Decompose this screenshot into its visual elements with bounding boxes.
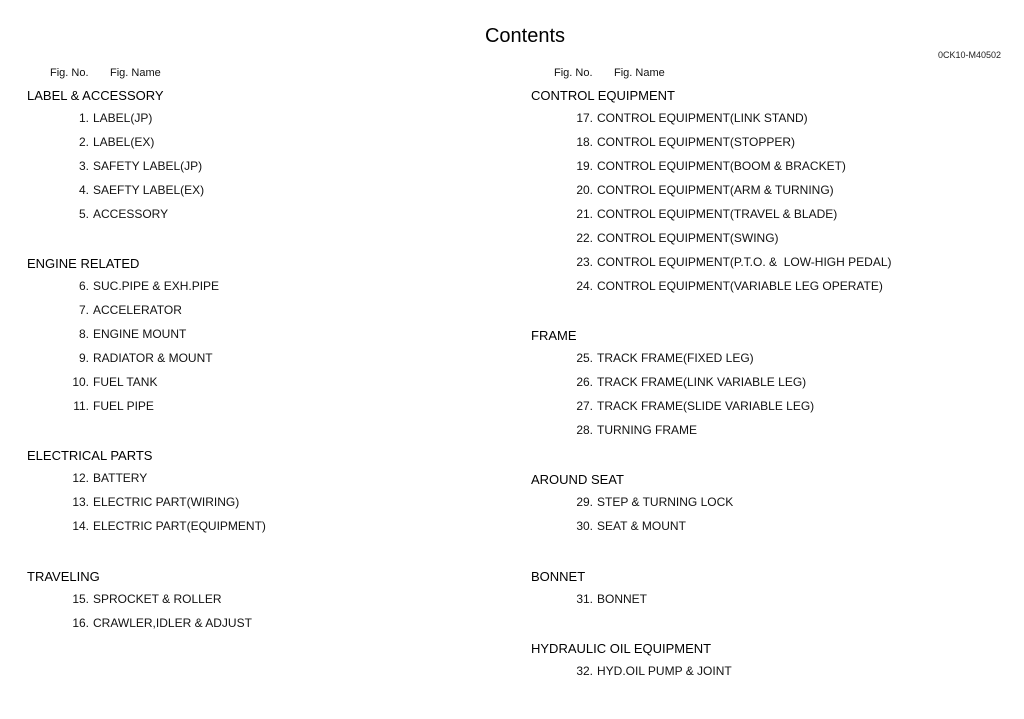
- fig-name: CONTROL EQUIPMENT(TRAVEL & BLADE): [597, 207, 838, 221]
- section-title: AROUND SEAT: [531, 472, 624, 487]
- contents-entry-25[interactable]: [531, 345, 1011, 369]
- fig-number: 21.: [576, 207, 593, 221]
- fig-name: CONTROL EQUIPMENT(LINK STAND): [597, 111, 808, 125]
- contents-entry-20[interactable]: [531, 177, 1011, 201]
- contents-entry-6[interactable]: [27, 273, 507, 297]
- contents-entry-26[interactable]: [531, 369, 1011, 393]
- contents-entry-31[interactable]: [531, 586, 1011, 610]
- contents-entry-23[interactable]: [531, 249, 1011, 273]
- fig-name: ELECTRIC PART(EQUIPMENT): [93, 519, 266, 533]
- fig-name: SUC.PIPE & EXH.PIPE: [93, 279, 220, 293]
- contents-entry-3[interactable]: [27, 153, 507, 177]
- contents-entry-16[interactable]: [27, 610, 507, 634]
- contents-entry-7[interactable]: [27, 297, 507, 321]
- section-title: ELECTRICAL PARTS: [27, 448, 153, 463]
- fig-number: 23.: [576, 255, 593, 269]
- contents-entry-28[interactable]: [531, 417, 1011, 441]
- fig-name: TURNING FRAME: [597, 423, 697, 437]
- fig-number: 31.: [576, 592, 593, 606]
- section-title: BONNET: [531, 569, 586, 584]
- contents-entry-10[interactable]: [27, 369, 507, 393]
- fig-name: CONTROL EQUIPMENT(ARM & TURNING): [597, 183, 834, 197]
- section-bonnet: [531, 568, 1011, 610]
- contents-entry-22[interactable]: [531, 225, 1011, 249]
- fig-name: LABEL(EX): [93, 135, 155, 149]
- contents-entry-9[interactable]: [27, 345, 507, 369]
- fig-name: RADIATOR & MOUNT: [93, 351, 213, 365]
- fig-name: CONTROL EQUIPMENT(VARIABLE LEG OPERATE): [597, 279, 883, 293]
- fig-name: LABEL(JP): [93, 111, 153, 125]
- contents-entry-30[interactable]: [531, 513, 1011, 537]
- fig-number: 20.: [576, 183, 593, 197]
- fig-number: 3.: [78, 159, 89, 173]
- fig-number: 26.: [576, 375, 593, 389]
- section-title: LABEL & ACCESSORY: [27, 88, 164, 103]
- fig-number: 4.: [78, 183, 89, 197]
- fig-no-header: Fig. No.: [554, 67, 593, 79]
- fig-name: SEAT & MOUNT: [597, 519, 686, 533]
- fig-name: SPROCKET & ROLLER: [93, 592, 222, 606]
- contents-entry-32[interactable]: [531, 658, 1011, 682]
- fig-number: 8.: [78, 327, 89, 341]
- fig-name-header: Fig. Name: [110, 67, 161, 79]
- section-title: CONTROL EQUIPMENT: [531, 88, 675, 103]
- fig-number: 30.: [576, 519, 593, 533]
- fig-no-header: Fig. No.: [50, 67, 89, 79]
- section-title: FRAME: [531, 328, 577, 343]
- fig-name: STEP & TURNING LOCK: [597, 495, 734, 509]
- contents-entry-21[interactable]: [531, 201, 1011, 225]
- fig-name: CONTROL EQUIPMENT(P.T.O. & LOW-HIGH PEDAL): [597, 255, 892, 269]
- fig-name: CRAWLER,IDLER & ADJUST: [93, 616, 252, 630]
- fig-name: ACCESSORY: [93, 207, 169, 221]
- fig-name: CONTROL EQUIPMENT(STOPPER): [597, 135, 796, 149]
- fig-number: 24.: [576, 279, 593, 293]
- fig-number: 11.: [73, 399, 89, 413]
- contents-entry-14[interactable]: [27, 513, 507, 537]
- contents-entry-27[interactable]: [531, 393, 1011, 417]
- section-title: TRAVELING: [27, 569, 100, 584]
- contents-entry-13[interactable]: [27, 489, 507, 513]
- fig-name: SAFETY LABEL(JP): [93, 159, 203, 173]
- contents-entry-17[interactable]: [531, 105, 1011, 129]
- contents-entry-8[interactable]: [27, 321, 507, 345]
- fig-name: CONTROL EQUIPMENT(BOOM & BRACKET): [597, 159, 846, 173]
- section-label-accessory: [27, 87, 507, 225]
- section-engine-related: [27, 255, 507, 417]
- fig-number: 15.: [72, 592, 89, 606]
- fig-number: 27.: [576, 399, 593, 413]
- fig-number: 2.: [78, 135, 89, 149]
- contents-entry-4[interactable]: [27, 177, 507, 201]
- page-title: Contents: [484, 25, 566, 47]
- fig-name: TRACK FRAME(LINK VARIABLE LEG): [597, 375, 807, 389]
- section-title: ENGINE RELATED: [27, 256, 140, 271]
- section-hydraulic-oil-equipment: [531, 640, 1011, 682]
- contents-entry-18[interactable]: [531, 129, 1011, 153]
- fig-name: SAEFTY LABEL(EX): [93, 183, 205, 197]
- section-title: HYDRAULIC OIL EQUIPMENT: [531, 641, 712, 656]
- fig-number: 32.: [576, 664, 593, 678]
- contents-entry-1[interactable]: [27, 105, 507, 129]
- fig-name: TRACK FRAME(SLIDE VARIABLE LEG): [597, 399, 815, 413]
- section-control-equipment: [531, 87, 1011, 297]
- fig-name: FUEL TANK: [93, 375, 158, 389]
- fig-number: 9.: [78, 351, 89, 365]
- fig-name: BATTERY: [93, 471, 148, 485]
- fig-number: 5.: [78, 207, 89, 221]
- section-frame: [531, 327, 1011, 441]
- fig-number: 25.: [576, 351, 593, 365]
- fig-number: 12.: [72, 471, 89, 485]
- fig-number: 22.: [576, 231, 593, 245]
- fig-number: 1.: [78, 111, 89, 125]
- fig-number: 16.: [72, 616, 89, 630]
- section-electrical-parts: [27, 447, 507, 537]
- fig-number: 13.: [72, 495, 89, 509]
- document-code: 0CK10-M40502: [938, 50, 1002, 60]
- fig-name: HYD.OIL PUMP & JOINT: [597, 664, 732, 678]
- fig-number: 19.: [576, 159, 593, 173]
- contents-entry-29[interactable]: [531, 489, 1011, 513]
- fig-number: 6.: [78, 279, 89, 293]
- fig-number: 28.: [576, 423, 593, 437]
- fig-name: BONNET: [597, 592, 648, 606]
- fig-name: ELECTRIC PART(WIRING): [93, 495, 240, 509]
- fig-name: ACCELERATOR: [93, 303, 182, 317]
- fig-number: 14.: [72, 519, 89, 533]
- contents-entry-19[interactable]: [531, 153, 1011, 177]
- fig-name: ENGINE MOUNT: [93, 327, 187, 341]
- contents-entry-11[interactable]: [27, 393, 507, 417]
- contents-entry-24[interactable]: [531, 273, 1011, 297]
- contents-entry-12[interactable]: [27, 465, 507, 489]
- fig-name: CONTROL EQUIPMENT(SWING): [597, 231, 779, 245]
- section-around-seat: [531, 471, 1011, 537]
- fig-name: TRACK FRAME(FIXED LEG): [597, 351, 754, 365]
- fig-number: 29.: [576, 495, 593, 509]
- fig-number: 10.: [72, 375, 89, 389]
- fig-name: FUEL PIPE: [93, 399, 154, 413]
- fig-number: 17.: [576, 111, 593, 125]
- fig-number: 18.: [576, 135, 593, 149]
- contents-entry-15[interactable]: [27, 586, 507, 610]
- contents-entry-5[interactable]: [27, 201, 507, 225]
- section-traveling: [27, 568, 507, 634]
- fig-name-header: Fig. Name: [614, 67, 665, 79]
- fig-number: 7.: [78, 303, 89, 317]
- contents-entry-2[interactable]: [27, 129, 507, 153]
